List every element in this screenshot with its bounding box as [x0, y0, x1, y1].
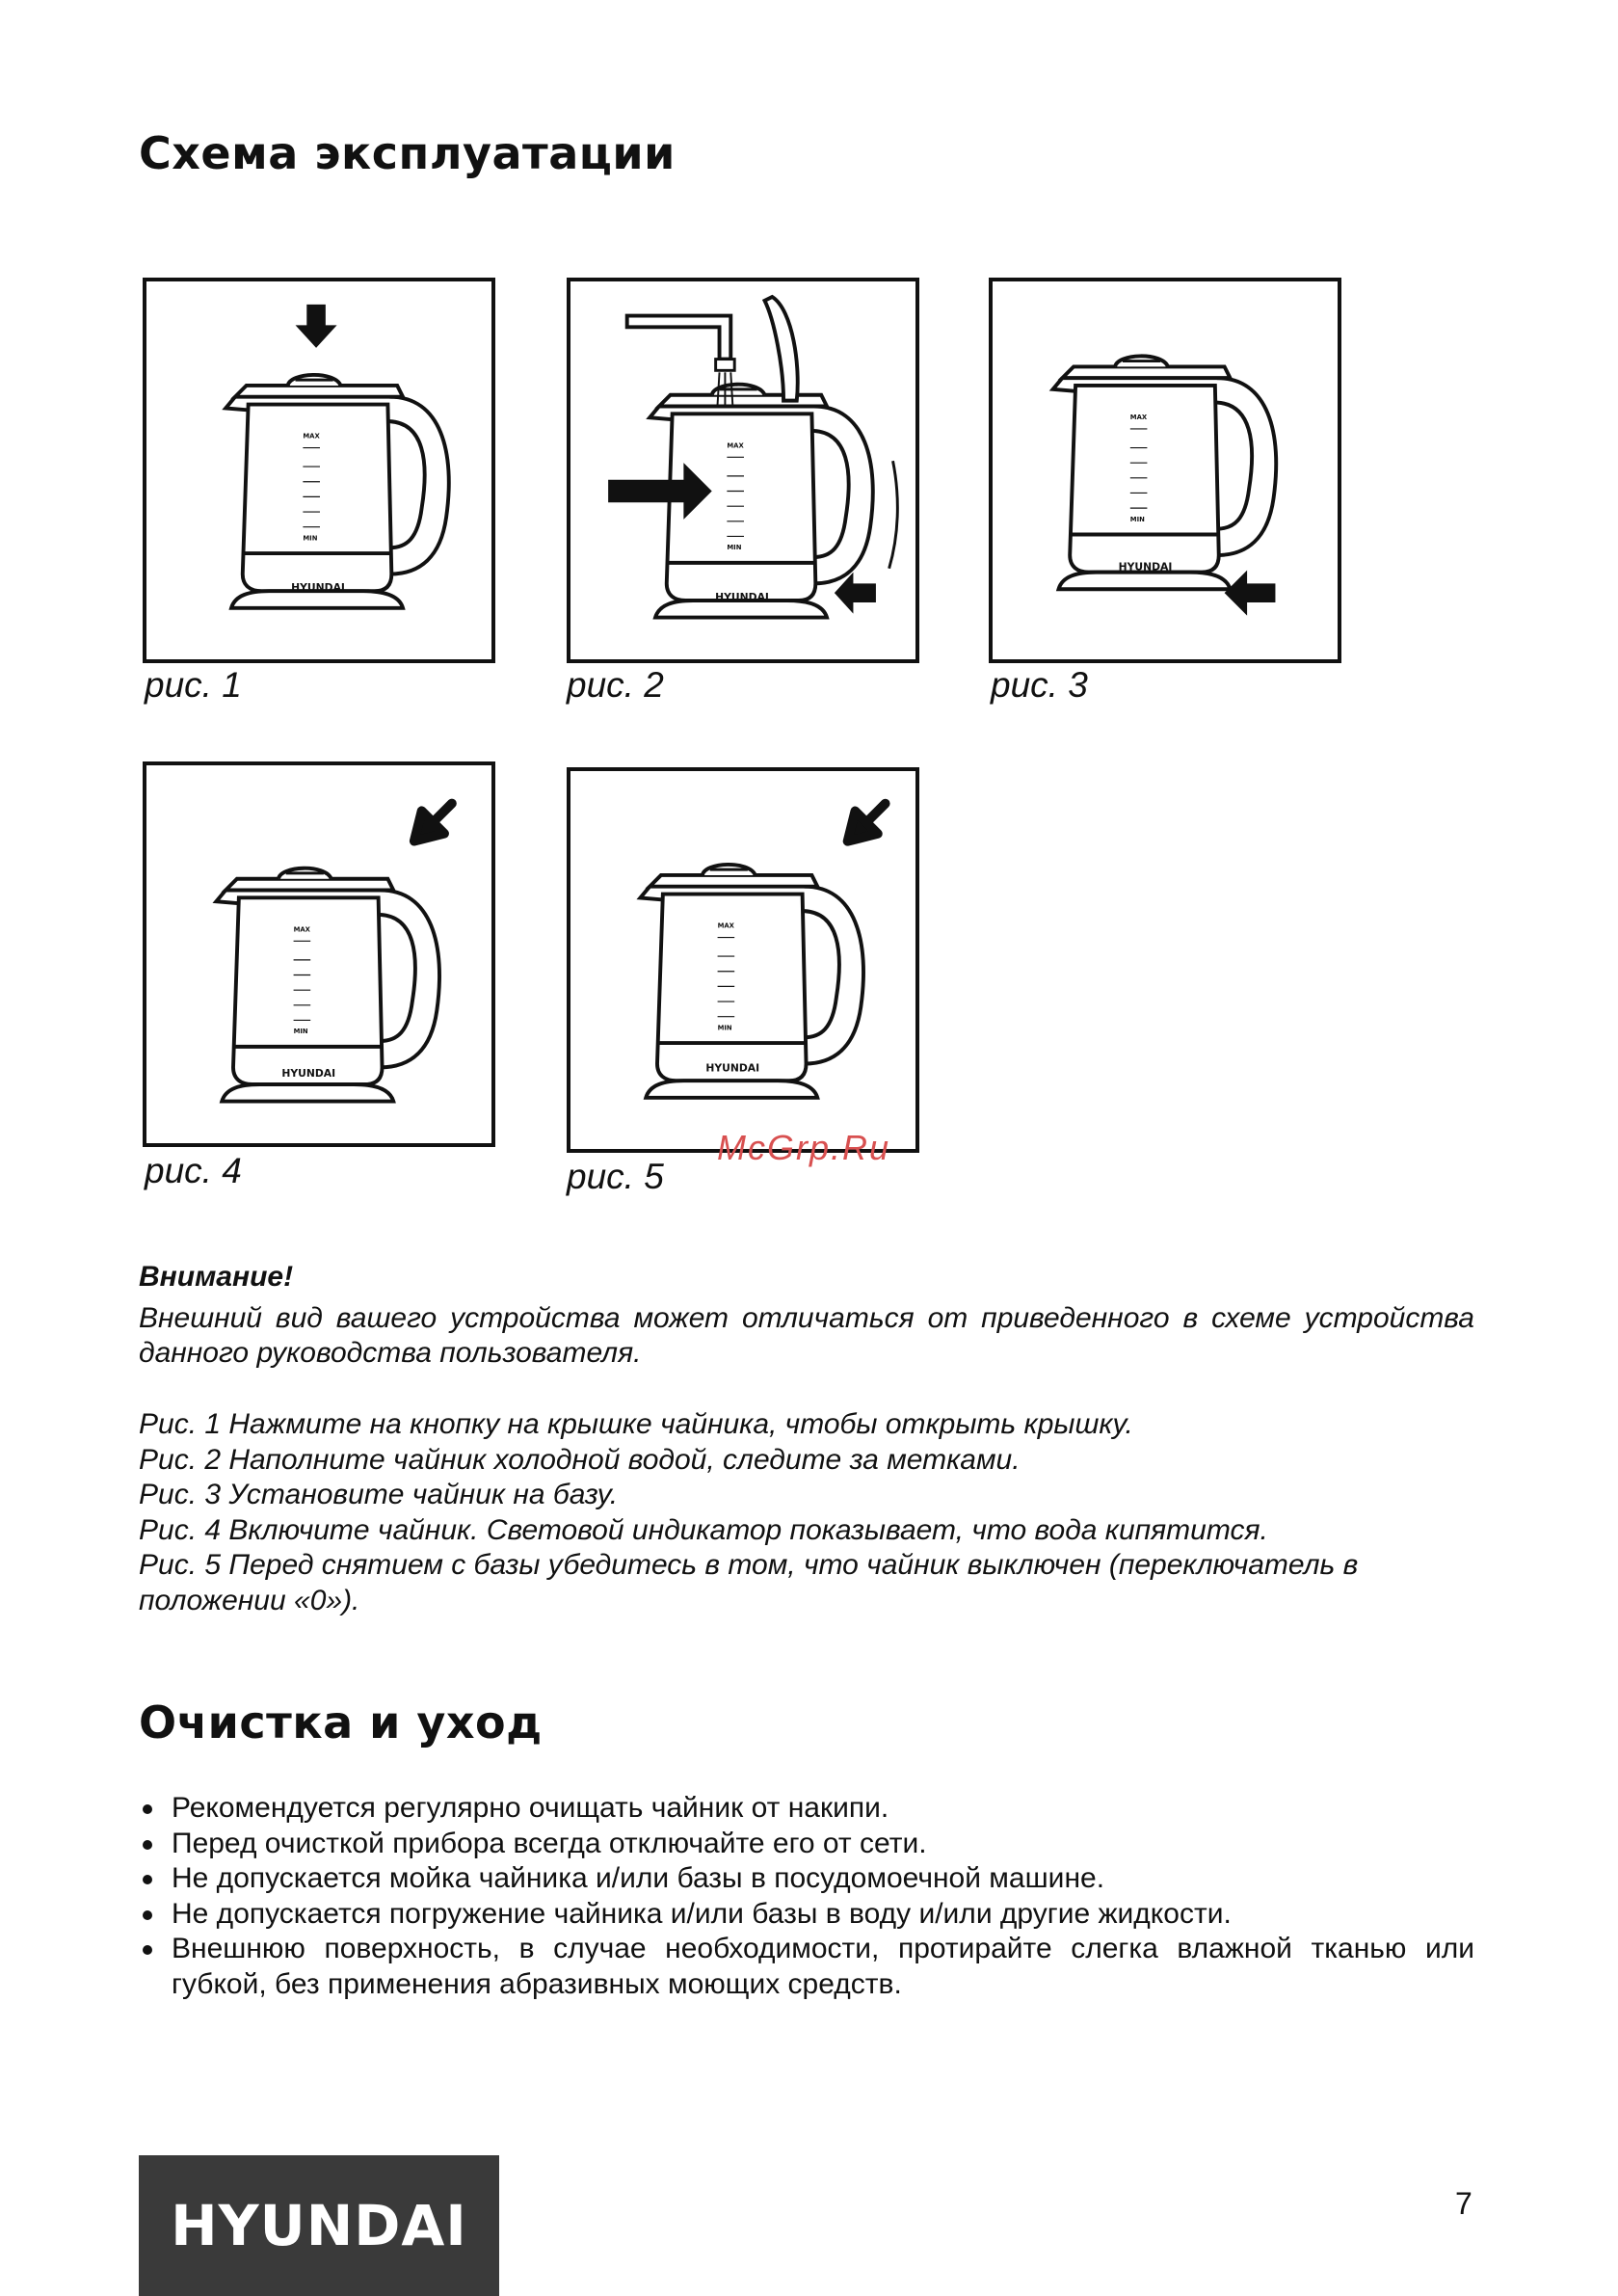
- kettle-illustration-4: [146, 765, 491, 1143]
- kettle-illustration-5: [570, 771, 915, 1149]
- cleaning-bullets: [139, 1791, 1474, 2002]
- step-item: Рис. 3 Установите чайник на базу.: [139, 1479, 619, 1510]
- hyundai-logo: HYUNDAI: [139, 2155, 499, 2296]
- section-title-operation: Схема эксплуатации: [139, 127, 676, 179]
- page-number: 7: [1455, 2186, 1472, 2221]
- kettle-illustration-3: [993, 281, 1338, 659]
- bullet-item: Внешнюю поверхность, в случае необходимости, протирайте слегка влажной тканью или губкой, без применения абразивных моющих средств.: [139, 1932, 1474, 2002]
- open-lid-icon: [764, 297, 797, 401]
- figure-caption-4: рис. 4: [145, 1151, 242, 1190]
- kettle-illustration-1: [146, 281, 491, 659]
- figure-4: [143, 761, 495, 1147]
- kettle-brand-label: HYUNDAI: [291, 581, 345, 595]
- steps-list: [139, 1407, 1474, 1618]
- faucet-icon: [627, 316, 731, 360]
- figure-2: [567, 278, 919, 663]
- figure-1: [143, 278, 495, 663]
- place-on-base-arrow-icon: [1225, 571, 1276, 616]
- figure-caption-2: рис. 2: [567, 665, 664, 705]
- step-item: Рис. 2 Наполните чайник холодной водой, следите за метками.: [139, 1443, 1021, 1476]
- step-item: Рис. 1 Нажмите на кнопку на крышке чайника, чтобы открыть крышку.: [139, 1408, 1133, 1440]
- kettle-brand-label: HYUNDAI: [715, 590, 769, 603]
- kettle-illustration-2: [570, 281, 915, 659]
- bullet-item: Не допускается мойка чайника и/или базы в посудомоечной машине.: [139, 1861, 1474, 1897]
- figure-caption-3: рис. 3: [991, 665, 1088, 705]
- attention-title: Внимание!: [139, 1261, 294, 1293]
- figure-3: [989, 278, 1341, 663]
- section-title-cleaning: Очистка и уход: [139, 1696, 543, 1749]
- press-down-arrow-icon: [296, 305, 337, 348]
- bullet-item: Не допускается погружение чайника и/или базы в воду и/или другие жидкости.: [139, 1897, 1474, 1933]
- kettle-brand-label: HYUNDAI: [1118, 560, 1173, 574]
- figure-5: [567, 767, 919, 1153]
- switch-on-arrow-icon: [414, 803, 452, 841]
- figure-caption-5: рис. 5: [567, 1157, 664, 1196]
- switch-off-arrow-icon: [848, 804, 886, 841]
- step-item: Рис. 4 Включите чайник. Световой индикатор показывает, что вода кипятится.: [139, 1513, 1268, 1546]
- step-item: Рис. 5 Перед снятием с базы убедитесь в том, что чайник выключен (переключатель в положении «0»).: [139, 1549, 1359, 1616]
- figure-caption-1: рис. 1: [145, 665, 242, 705]
- watermark: McGrp.Ru: [717, 1128, 891, 1167]
- kettle-brand-label: HYUNDAI: [705, 1061, 760, 1075]
- bullet-item: Рекомендуется регулярно очищать чайник от накипи.: [139, 1791, 1474, 1827]
- kettle-brand-label: HYUNDAI: [281, 1067, 336, 1081]
- attention-text: Внешний вид вашего устройства может отличаться от приведенного в схеме устройства данного руководства пользователя.: [139, 1302, 1474, 1369]
- bullet-item: Перед очисткой прибора всегда отключайте его от сети.: [139, 1827, 1474, 1862]
